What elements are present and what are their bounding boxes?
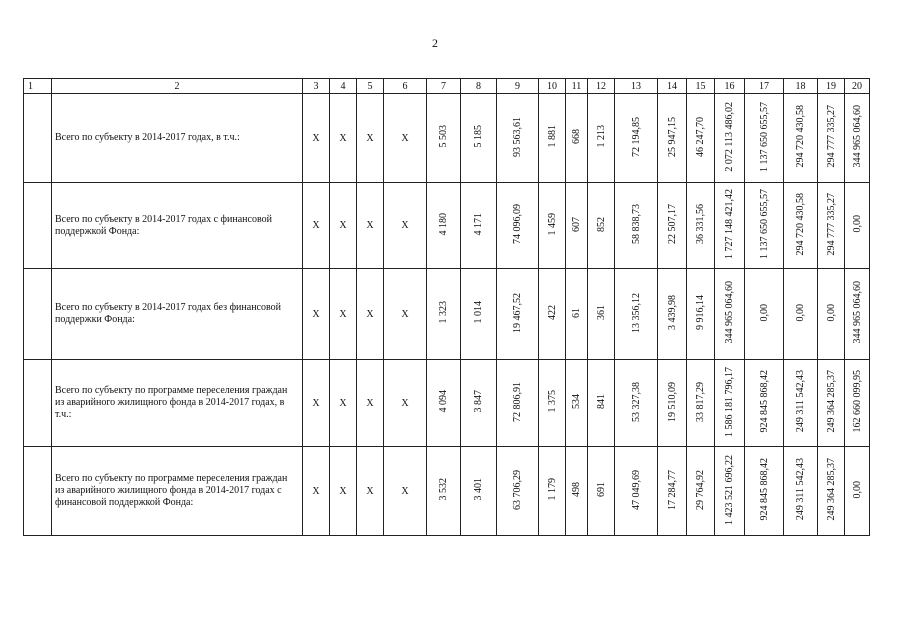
value-cell: 3 532 [438,478,449,501]
column-number: 1 [24,79,52,94]
x-mark: X [303,183,330,269]
x-mark: X [330,447,357,536]
table-row [24,360,870,447]
column-number: 9 [497,79,539,94]
value-cell: 294 720 430,58 [795,192,806,256]
x-mark: X [384,447,427,536]
value-cell: 63 706,29 [512,469,523,510]
x-mark: X [330,94,357,183]
x-mark: X [330,269,357,360]
value-cell: 294 777 335,27 [825,192,837,256]
x-mark: X [357,447,384,536]
value-cell: 249 311 542,43 [795,370,806,433]
column-number: 19 [818,79,845,94]
value-cell: 5 503 [438,125,449,148]
empty-cell [24,183,52,269]
x-mark: X [357,269,384,360]
column-number: 12 [588,79,615,94]
value-cell: 5 185 [473,125,484,148]
x-mark: X [357,94,384,183]
value-cell: 1 881 [546,125,558,148]
value-cell: 294 777 335,27 [825,105,837,168]
x-mark: X [384,269,427,360]
column-number: 2 [52,79,303,94]
x-mark: X [330,360,357,447]
value-cell: 93 563,61 [512,116,523,157]
value-cell: 668 [571,129,582,144]
column-number-row [24,79,870,94]
value-cell: 1 014 [473,301,484,324]
value-cell: 249 364 285,37 [825,458,837,521]
value-cell: 47 049,69 [630,469,642,510]
column-number: 6 [384,79,427,94]
value-cell: 249 311 542,43 [795,458,806,521]
x-mark: X [303,447,330,536]
value-cell: 9 916,14 [695,295,706,330]
value-cell: 294 720 430,58 [795,105,806,168]
column-number: 14 [658,79,687,94]
value-cell: 422 [546,305,558,320]
column-number: 18 [784,79,818,94]
row-label: Всего по субъекту по программе переселения граждан из аварийного жилищного фонда в 2014-2017 годах с финансовой поддержкой Фонда: [52,447,303,536]
column-number: 8 [461,79,497,94]
value-cell: 1 423 521 696,22 [724,454,735,525]
row-label: Всего по субъекту в 2014-2017 годах без финансовой поддержки Фонда: [52,269,303,360]
column-number: 4 [330,79,357,94]
value-cell: 1 213 [595,125,607,148]
x-mark: X [303,269,330,360]
value-cell: 344 965 064,60 [851,105,863,168]
empty-cell [24,94,52,183]
column-number: 3 [303,79,330,94]
value-cell: 344 965 064,60 [851,281,863,344]
x-mark: X [303,360,330,447]
value-cell: 162 660 099,95 [851,370,863,433]
value-cell: 691 [595,482,607,497]
x-mark: X [357,183,384,269]
value-cell: 1 323 [438,301,449,324]
value-cell: 1 459 [546,212,558,236]
value-cell: 1 586 181 796,17 [724,366,735,437]
table-row [24,269,870,360]
value-cell: 1 375 [546,390,558,413]
column-number: 17 [745,79,784,94]
value-cell: 58 838,73 [630,204,642,244]
value-cell: 607 [571,216,582,232]
empty-cell [24,360,52,447]
value-cell: 2 072 113 486,02 [724,101,735,172]
value-cell: 924 845 868,42 [758,370,770,433]
value-cell: 22 507,17 [666,204,678,244]
value-cell: 924 845 868,42 [758,458,770,521]
value-cell: 46 247,70 [695,116,706,157]
value-cell: 17 284,77 [666,469,678,510]
value-cell: 0,00 [851,215,863,233]
value-cell: 0,00 [851,480,863,499]
column-number: 7 [427,79,461,94]
value-cell: 0,00 [825,303,837,322]
summary-table [23,78,870,536]
x-mark: X [357,360,384,447]
x-mark: X [384,360,427,447]
value-cell: 4 171 [473,212,484,236]
value-cell: 1 137 650 655,57 [758,101,770,172]
empty-cell [24,269,52,360]
value-cell: 498 [571,482,582,497]
value-cell: 0,00 [758,303,770,322]
value-cell: 841 [595,394,607,409]
value-cell: 249 364 285,37 [825,370,837,433]
x-mark: X [384,183,427,269]
x-mark: X [330,183,357,269]
table-row [24,94,870,183]
value-cell: 53 327,38 [630,381,642,422]
value-cell: 0,00 [795,303,806,322]
value-cell: 19 510,09 [666,381,678,422]
column-number: 20 [845,79,870,94]
x-mark: X [384,94,427,183]
value-cell: 4 180 [438,212,449,236]
page-number: 2 [432,36,438,50]
value-cell: 3 847 [473,390,484,413]
value-cell: 13 356,12 [630,292,642,333]
column-number: 5 [357,79,384,94]
row-label: Всего по субъекту в 2014-2017 годах с финансовой поддержкой Фонда: [52,183,303,269]
column-number: 10 [539,79,566,94]
value-cell: 29 764,92 [695,469,706,510]
empty-cell [24,447,52,536]
value-cell: 1 727 148 421,42 [724,189,735,259]
value-cell: 74 096,09 [512,204,523,244]
value-cell: 25 947,15 [666,116,678,157]
value-cell: 3 439,98 [666,295,678,330]
value-cell: 852 [595,216,607,232]
column-number: 11 [566,79,588,94]
value-cell: 33 817,29 [695,381,706,422]
value-cell: 344 965 064,60 [724,281,735,344]
column-number: 15 [687,79,715,94]
column-number: 16 [715,79,745,94]
value-cell: 1 179 [546,478,558,501]
column-number: 13 [615,79,658,94]
value-cell: 361 [595,305,607,320]
row-label: Всего по субъекту по программе переселения граждан из аварийного жилищного фонда в 2014-2017 годах, в т.ч.: [52,360,303,447]
value-cell: 1 137 650 655,57 [758,189,770,259]
table-row [24,447,870,536]
value-cell: 61 [571,307,582,318]
value-cell: 534 [571,394,582,409]
x-mark: X [303,94,330,183]
value-cell: 3 401 [473,478,484,501]
value-cell: 19 467,52 [512,292,523,333]
value-cell: 4 094 [438,390,449,413]
value-cell: 36 331,56 [695,204,706,244]
row-label: Всего по субъекту в 2014-2017 годах, в т.ч.: [52,94,303,183]
value-cell: 72 806,91 [512,381,523,422]
table-row [24,183,870,269]
value-cell: 72 194,85 [630,116,642,157]
